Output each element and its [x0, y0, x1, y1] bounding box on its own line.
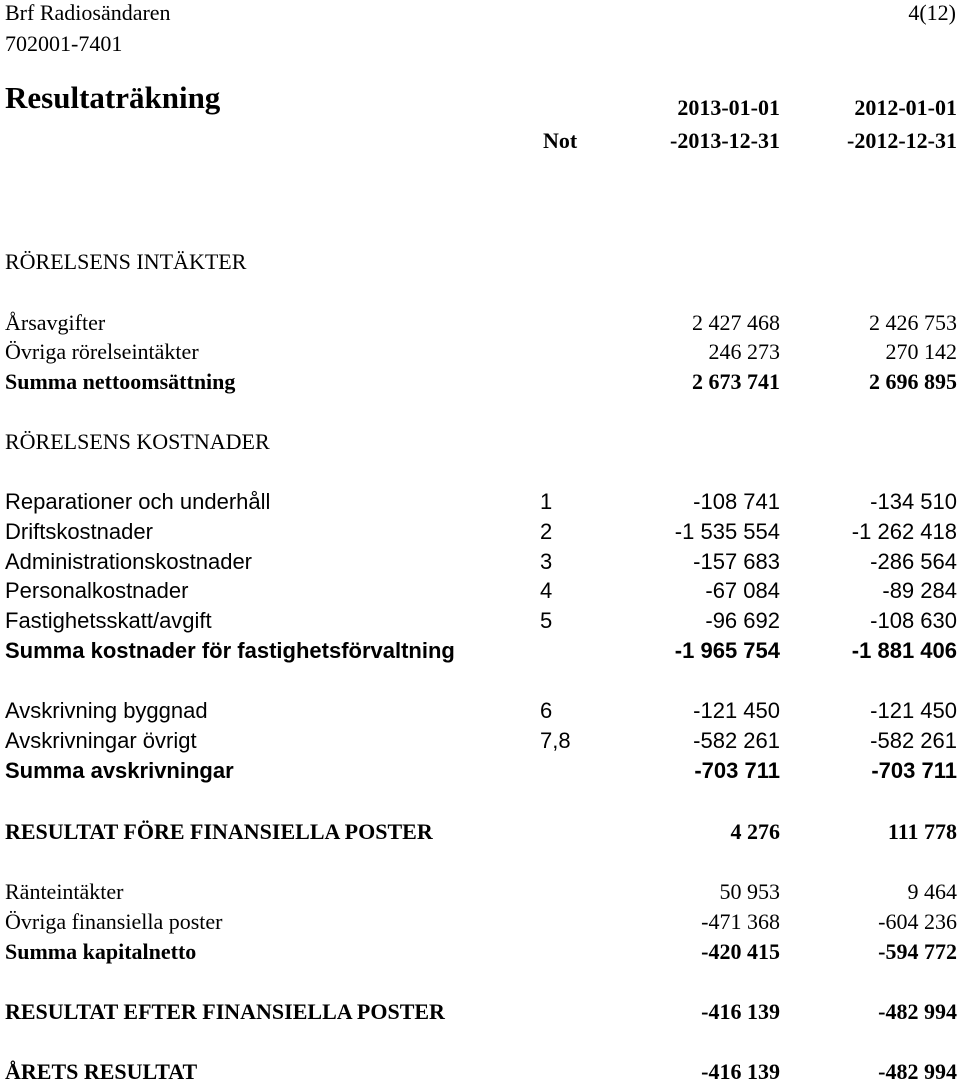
row-previous-value: -134 510 — [870, 489, 957, 514]
row-current-value: -108 741 — [693, 489, 780, 514]
row-note: 2 — [540, 519, 553, 544]
row-previous-value: 111 778 — [887, 819, 957, 844]
row-label: Övriga rörelseintäkter — [5, 339, 199, 364]
table-row — [0, 727, 960, 755]
row-label: Summa kapitalnetto — [5, 939, 197, 964]
row-label: RESULTAT EFTER FINANSIELLA POSTER — [5, 999, 445, 1024]
row-current-value: -1 535 554 — [674, 519, 780, 544]
row-label: Övriga finansiella poster — [5, 909, 223, 934]
previous-period-end: -2012-12-31 — [847, 128, 957, 153]
table-row — [0, 518, 960, 546]
row-previous-value: -482 994 — [878, 999, 957, 1024]
row-current-value: -703 711 — [694, 758, 780, 783]
table-row-subtotal — [0, 938, 960, 966]
row-label: Reparationer och underhåll — [5, 489, 271, 514]
table-row — [0, 697, 960, 725]
row-current-value: 246 273 — [708, 339, 780, 364]
row-label: Summa nettoomsättning — [5, 369, 236, 394]
row-previous-value: -703 711 — [871, 758, 957, 783]
row-label: Summa avskrivningar — [5, 758, 234, 783]
row-note: 3 — [540, 549, 553, 574]
row-label: RESULTAT FÖRE FINANSIELLA POSTER — [5, 819, 433, 844]
row-label: ÅRETS RESULTAT — [5, 1059, 198, 1084]
row-current-value: -582 261 — [693, 728, 780, 753]
table-row-result — [0, 818, 960, 846]
row-label: Avskrivningar övrigt — [5, 728, 197, 753]
table-row — [0, 908, 960, 936]
row-current-value: -471 368 — [701, 909, 780, 934]
section-heading-income — [0, 248, 960, 276]
row-current-value: 2 427 468 — [692, 310, 780, 335]
row-note: 5 — [540, 608, 553, 633]
row-note: 7,8 — [540, 728, 571, 753]
row-current-value: -96 692 — [705, 608, 780, 633]
row-label: Personalkostnader — [5, 578, 189, 603]
row-note: 6 — [540, 698, 553, 723]
row-previous-value: -108 630 — [870, 608, 957, 633]
table-row — [0, 548, 960, 576]
row-current-value: -420 415 — [701, 939, 780, 964]
section-title: RÖRELSENS KOSTNADER — [5, 429, 270, 454]
row-previous-value: -121 450 — [870, 698, 957, 723]
row-current-value: 4 276 — [730, 819, 780, 844]
row-previous-value: 2 426 753 — [869, 310, 957, 335]
row-current-value: -416 139 — [701, 1059, 780, 1084]
table-row — [0, 309, 960, 337]
table-row — [0, 488, 960, 516]
page-title: Resultaträkning — [5, 80, 221, 115]
row-previous-value: -582 261 — [870, 728, 957, 753]
row-current-value: -67 084 — [705, 578, 780, 603]
section-heading-costs — [0, 428, 960, 456]
table-row-subtotal — [0, 757, 960, 785]
row-current-value: 2 673 741 — [692, 369, 780, 394]
row-label: Fastighetsskatt/avgift — [5, 608, 212, 633]
row-previous-value: -482 994 — [878, 1059, 957, 1084]
row-previous-value: -1 881 406 — [851, 638, 957, 663]
row-current-value: -121 450 — [693, 698, 780, 723]
current-period-end: -2013-12-31 — [670, 128, 780, 153]
page-number: 4(12) — [908, 0, 956, 25]
row-previous-value: -89 284 — [882, 578, 957, 603]
row-current-value: -1 965 754 — [674, 638, 780, 663]
previous-period-start: 2012-01-01 — [854, 95, 957, 120]
row-label: Administrationskostnader — [5, 549, 253, 574]
row-note: 4 — [540, 578, 553, 603]
section-title: RÖRELSENS INTÄKTER — [5, 249, 247, 274]
table-row — [0, 607, 960, 635]
row-previous-value: -286 564 — [870, 549, 957, 574]
table-row — [0, 878, 960, 906]
table-row-subtotal — [0, 368, 960, 396]
organization-name: Brf Radiosändaren — [5, 0, 171, 25]
row-label: Ränteintäkter — [5, 879, 124, 904]
row-label: Årsavgifter — [5, 310, 106, 335]
row-previous-value: 9 464 — [907, 879, 957, 904]
note-column-header: Not — [543, 128, 578, 153]
row-current-value: -157 683 — [693, 549, 780, 574]
row-current-value: -416 139 — [701, 999, 780, 1024]
row-label: Summa kostnader för fastighetsförvaltning — [5, 638, 455, 663]
row-previous-value: 2 696 895 — [869, 369, 957, 394]
row-previous-value: 270 142 — [885, 339, 957, 364]
row-label: Driftskostnader — [5, 519, 153, 544]
row-note: 1 — [540, 489, 553, 514]
row-current-value: 50 953 — [719, 879, 780, 904]
organization-number: 702001-7401 — [5, 31, 123, 56]
row-previous-value: -604 236 — [878, 909, 957, 934]
table-row-result — [0, 998, 960, 1026]
table-row — [0, 577, 960, 605]
row-previous-value: -594 772 — [878, 939, 957, 964]
current-period-start: 2013-01-01 — [677, 95, 780, 120]
table-row-subtotal — [0, 637, 960, 665]
row-previous-value: -1 262 418 — [851, 519, 957, 544]
table-row — [0, 338, 960, 366]
row-label: Avskrivning byggnad — [5, 698, 208, 723]
